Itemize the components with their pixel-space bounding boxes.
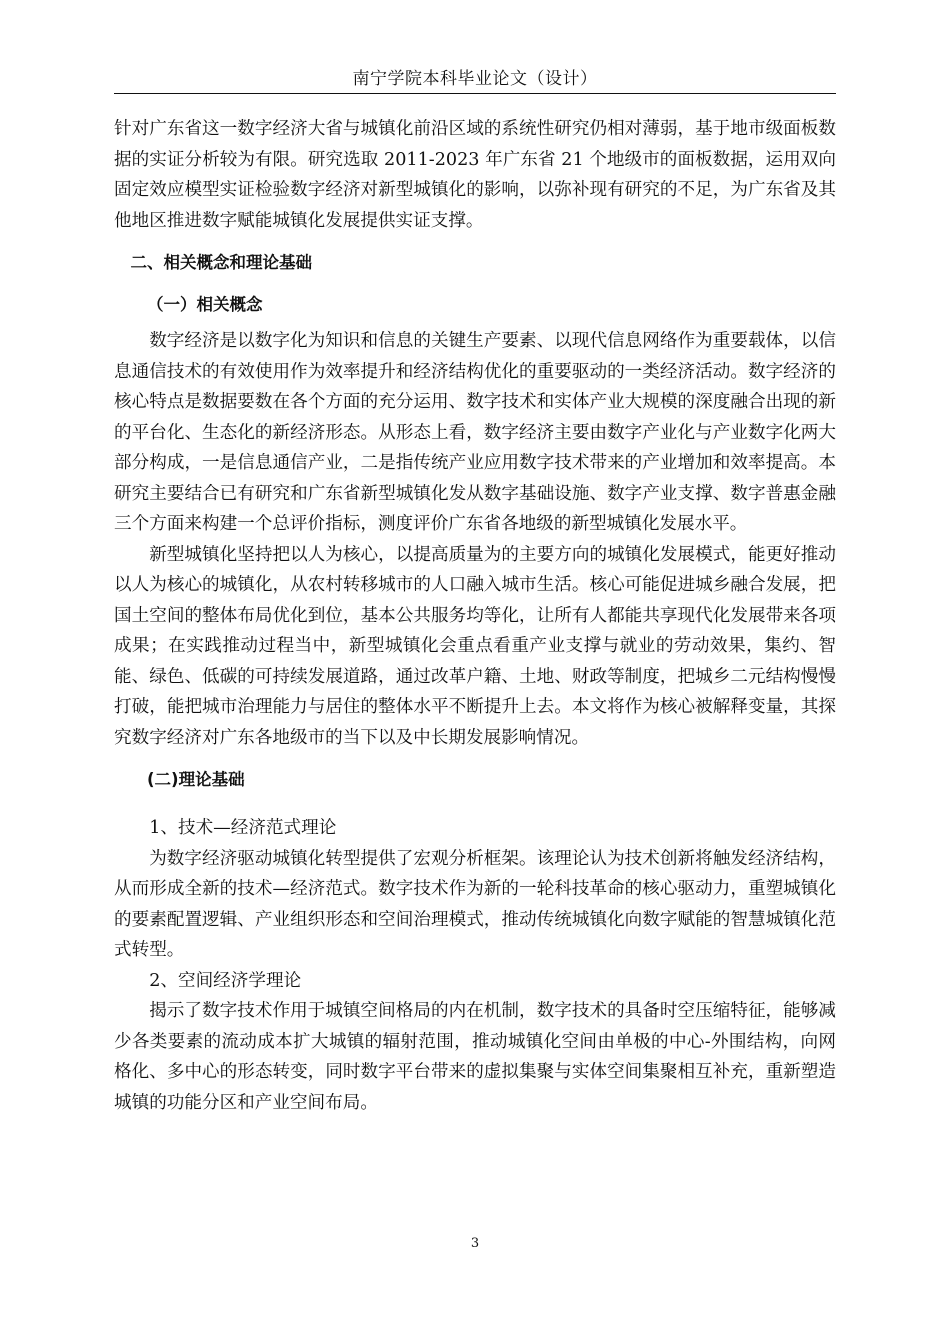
theory-heading-techno-economic: 1、技术—经济范式理论 xyxy=(149,818,337,838)
paragraph-spatial-economics: 揭示了数字技术作用于城镇空间格局的内在机制，数字技术的具备时空压缩特征，能够减少各类要素的流动成本扩大城镇的辐射范围，推动城镇化空间由单极的中心-外围结构，向网格化、多中心的形态转变，同时数字平台带来的虚拟集聚与实体空间集聚相互补充，重新塑造城镇的功能分区和产业空间布局。 xyxy=(114,1001,836,1113)
page-header: 南宁学院本科毕业论文（设计） xyxy=(352,69,598,89)
paragraph-new-urbanization: 新型城镇化坚持把以人为核心，以提高质量为的主要方向的城镇化发展模式，能更好推动以人为核心的城镇化，从农村转移城市的人口融入城市生活。核心可能促进城乡融合发展，把国土空间的整体布局优化到位，基本公共服务均等化，让所有人都能共享现代化发展带来各项成果；在实践推动过程当中，新型城镇化会重点看重产业支撑与就业的劳动效果，集约、智能、绿色、低碳的可持续发展道路，通过改革户籍、土地、财政等制度，把城乡二元结构慢慢打破，能把城市治理能力与居住的整体水平不断提升上去。本文将作为核心被解释变量，其探究数字经济对广东各地级市的当下以及中长期发展影响情况。 xyxy=(114,544,836,748)
subsection-heading-theory: (二)理论基础 xyxy=(147,770,245,789)
header-rule xyxy=(114,93,836,94)
paragraph-digital-economy: 数字经济是以数字化为知识和信息的关键生产要素、以现代信息网络作为重要载体，以信息通信技术的有效使用作为效率提升和经济结构优化的重要驱动的一类经济活动。数字经济的核心特点是数据要数在各个方面的充分运用、数字技术和实体产业大规模的深度融合出现的新的平台化、生态化的新经济形态。从形态上看，数字经济主要由数字产业化与产业数字化两大部分构成，一是信息通信产业，二是指传统产业应用数字技术带来的产业增加和效率提高。本研究主要结合已有研究和广东省新型城镇化发从数字基础设施、数字产业支撑、数字普惠金融三个方面来构建一个总评价指标，测度评价广东省各地级的新型城镇化发展水平。 xyxy=(114,331,836,534)
paragraph-techno-economic: 为数字经济驱动城镇化转型提供了宏观分析框架。该理论认为技术创新将触发经济结构，从而形成全新的技术—经济范式。数字技术作为新的一轮科技革命的核心驱动力，重塑城镇化的要素配置逻辑、产业组织形态和空间治理模式，推动传统城镇化向数字赋能的智慧城镇化范式转型。 xyxy=(114,848,836,960)
section-heading: 二、相关概念和理论基础 xyxy=(130,253,312,272)
page-number: 3 xyxy=(470,1236,480,1251)
paragraph-intro: 针对广东省这一数字经济大省与城镇化前沿区域的系统性研究仍相对薄弱，基于地市级面板数据的实证分析较为有限。研究选取 2011-2023 年广东省 21 个地级市的面板数据，运用双向固定效应模型实证检验数字经济对新型城镇化的影响，以弥补现有研究的不足，为广东省及其他地区推进数字赋能城镇化发展提供实证支撑。 xyxy=(114,119,836,231)
subsection-heading-concepts: （一）相关概念 xyxy=(147,295,263,314)
page-body xyxy=(114,114,836,1118)
theory-heading-spatial-economics: 2、空间经济学理论 xyxy=(149,970,302,991)
